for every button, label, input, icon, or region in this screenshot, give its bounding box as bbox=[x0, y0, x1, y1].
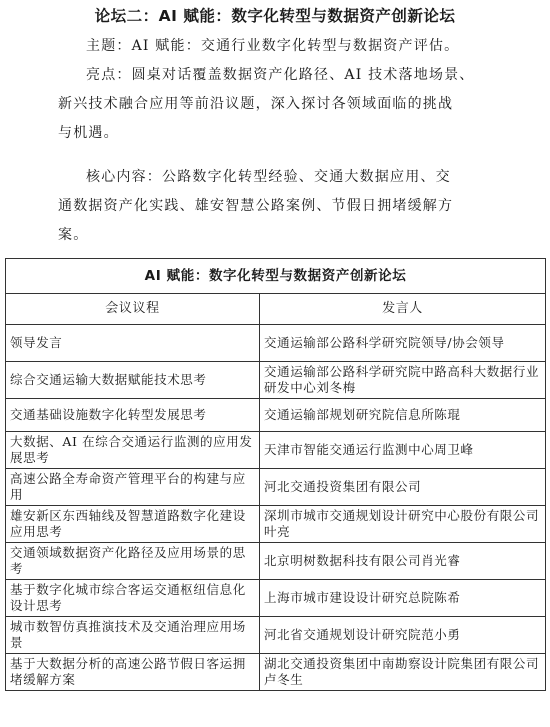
highlight-paragraph bbox=[58, 61, 503, 148]
table-row bbox=[6, 654, 546, 691]
highlight-line: 亮点：圆桌对话覆盖数据资产化路径、AI 技术落地场景、 bbox=[86, 67, 475, 83]
agenda-topic: 雄安新区东西轴线及智慧道路数字化建设应用思考 bbox=[6, 506, 260, 543]
table-row bbox=[6, 469, 546, 506]
agenda-topic: 基于数字化城市综合客运交通枢纽信息化设计思考 bbox=[6, 580, 260, 617]
agenda-topic: 交通领域数据资产化路径及应用场景的思考 bbox=[6, 543, 260, 580]
table-row bbox=[6, 399, 546, 432]
agenda-topic: 基于大数据分析的高速公路节假日客运拥堵缓解方案 bbox=[6, 654, 260, 691]
speaker: 交通运输部规划研究院信息所陈琨 bbox=[260, 399, 546, 432]
table-header-row bbox=[6, 294, 546, 325]
speaker: 河北交通投资集团有限公司 bbox=[260, 469, 546, 506]
core-line: 核心内容：公路数字化转型经验、交通大数据应用、交 bbox=[86, 169, 451, 185]
agenda-topic: 综合交通运输大数据赋能技术思考 bbox=[6, 362, 260, 399]
agenda-topic: 领导发言 bbox=[6, 325, 260, 362]
table-row bbox=[6, 580, 546, 617]
forum-heading: 论坛二：AI 赋能：数字化转型与数据资产创新论坛 bbox=[94, 7, 456, 25]
agenda-topic: 高速公路全寿命资产管理平台的构建与应用 bbox=[6, 469, 260, 506]
table-row bbox=[6, 617, 546, 654]
theme-text: AI 赋能：交通行业数字化转型与数据资产评估。 bbox=[131, 38, 460, 54]
table-row bbox=[6, 362, 546, 399]
column-header-speaker: 发言人 bbox=[260, 294, 546, 325]
core-content-paragraph bbox=[58, 163, 503, 250]
theme-label: 主题： bbox=[86, 38, 132, 54]
core-line: 案。 bbox=[58, 227, 89, 243]
agenda-topic: 城市数智仿真推演技术及交通治理应用场景 bbox=[6, 617, 260, 654]
theme-paragraph bbox=[58, 32, 503, 61]
speaker: 湖北交通投资集团中南勘察设计院集团有限公司卢冬生 bbox=[260, 654, 546, 691]
speaker: 交通运输部公路科学研究院中路高科大数据行业研发中心刘冬梅 bbox=[260, 362, 546, 399]
speaker: 交通运输部公路科学研究院领导/协会领导 bbox=[260, 325, 546, 362]
table-row bbox=[6, 543, 546, 580]
agenda-topic: 大数据、AI 在综合交通运行监测的应用发展思考 bbox=[6, 432, 260, 469]
core-line: 通数据资产化实践、雄安智慧公路案例、节假日拥堵缓解方 bbox=[58, 198, 454, 214]
table-title: AI 赋能：数字化转型与数据资产创新论坛 bbox=[6, 259, 546, 294]
column-header-agenda: 会议议程 bbox=[6, 294, 260, 325]
highlight-line: 新兴技术融合应用等前沿议题，深入探讨各领域面临的挑战 bbox=[58, 96, 454, 112]
speaker: 深圳市城市交通规划设计研究中心股份有限公司叶亮 bbox=[260, 506, 546, 543]
speaker: 河北省交通规划设计研究院范小勇 bbox=[260, 617, 546, 654]
table-title-row bbox=[6, 259, 546, 294]
agenda-table bbox=[5, 258, 546, 691]
table-row bbox=[6, 506, 546, 543]
speaker: 天津市智能交通运行监测中心周卫峰 bbox=[260, 432, 546, 469]
speaker: 上海市城市建设设计研究总院陈希 bbox=[260, 580, 546, 617]
table-row bbox=[6, 325, 546, 362]
highlight-line: 与机遇。 bbox=[58, 125, 119, 141]
agenda-topic: 交通基础设施数字化转型发展思考 bbox=[6, 399, 260, 432]
speaker: 北京明树数据科技有限公司肖光睿 bbox=[260, 543, 546, 580]
table-row bbox=[6, 432, 546, 469]
